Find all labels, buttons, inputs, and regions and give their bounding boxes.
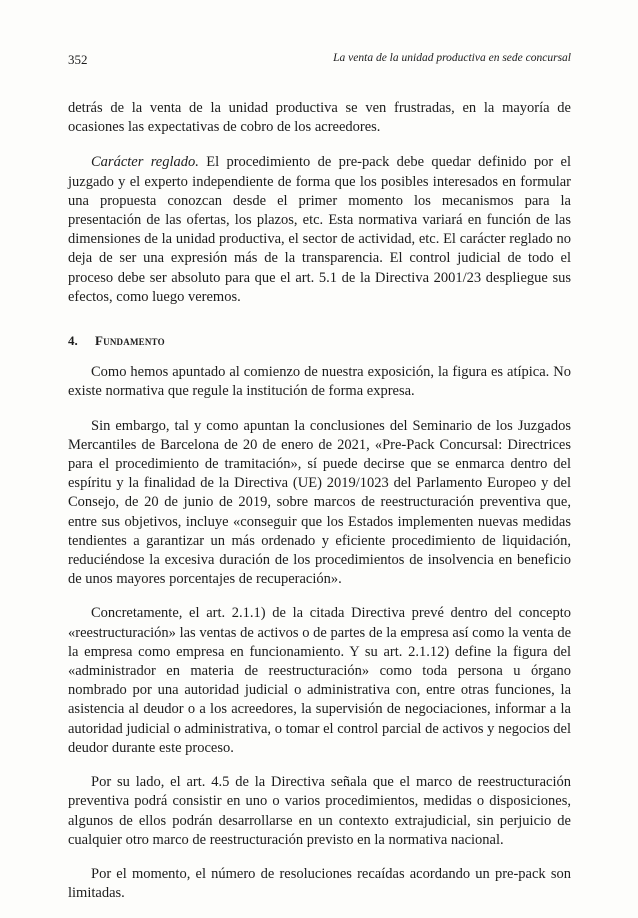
- page-header: [68, 52, 571, 68]
- paragraph-caracter-reglado: [68, 153, 571, 307]
- paragraph: Sin embargo, tal y como apuntan la conclusiones del Seminario de los Juzgados Mercantiles de Barcelona de 20 de enero de 2021, «Pre-Pack Concursal: Directrices para el procedimiento de tramitación», sí puede decirse que se enmarca dentro del espíritu y la finalidad de la Directiva (UE) 2019/1023 del Parlamento Europeo y del Consejo, de 20 de junio de 2019, sobre marcos de reestructuración preventiva que, entre sus objetivos, incluye «conseguir que los Estados implementen nuevas medidas tendientes a garantizar un más ordenado y eficiente procedimiento de liquidación, reduciéndose la excesiva duración de los procedimientos de insolvencia en beneficio de unos mayores porcentajes de recuperación».: [68, 417, 571, 588]
- paragraph: Por el momento, el número de resoluciones recaídas acordando un pre-pack son limitadas.: [68, 865, 571, 902]
- paragraph: Como hemos apuntado al comienzo de nuestra exposición, la figura es atípica. No existe normativa que regule la institución de forma expresa.: [68, 364, 571, 400]
- section-number: 4.: [68, 333, 78, 349]
- paragraph: Por su lado, el art. 4.5 de la Directiva señala que el marco de reestructuración preventiva podrá consistir en uno o varios procedimientos, medidas o disposiciones, algunos de ellos podrán desarrollarse en un contexto extrajudicial, sin perjuicio de cualquier otro marco de reestructuración previsto en la normativa nacional.: [68, 774, 571, 848]
- page-number: 352: [68, 52, 88, 67]
- paragraph: Concretamente, el art. 2.1.1) de la citada Directiva prevé dentro del concepto «reestructuración» las ventas de activos o de partes de la empresa así como la venta de la empresa como empresa en funcionamiento. Y su art. 2.1.12) define la figura del «administrador en materia de reestructuración» como toda persona u órgano nombrado por una autoridad judicial o administrativa con, entre otras funciones, la asistencia al deudor o a los acreedores, la supervisión de negociaciones, informar a la autoridad judicial o administrativa, o tomar el control parcial de activos y negocios del deudor durante este proceso.: [68, 605, 571, 756]
- paragraph-text: El procedimiento de pre-pack debe quedar definido por el juzgado y el experto independiente de forma que los posibles interesados en formular una propuesta conozcan desde el primer momento los mecanismos para la presentación de las ofertas, los plazos, etc. Esta normativa variará en función de las dimensiones de la unidad productiva, el sector de actividad, etc. El carácter reglado no deja de ser una expresión más de la transparencia. El control judicial de todo el proceso debe ser absoluto para que el art. 5.1 de la Directiva 2001/23 despliegue sus efectos, como luego veremos.: [68, 154, 571, 305]
- paragraph-lead-italic: Carácter reglado.: [91, 154, 199, 171]
- section-heading: [68, 331, 571, 350]
- paragraph-continuation: detrás de la venta de la unidad productiva se ven frustradas, en la mayoría de ocasiones las expectativas de cobro de los acreedores.: [68, 100, 571, 136]
- running-title: La venta de la unidad productiva en sede concursal: [333, 52, 571, 64]
- page-body: [68, 99, 571, 918]
- section-title: Fundamento: [95, 333, 165, 349]
